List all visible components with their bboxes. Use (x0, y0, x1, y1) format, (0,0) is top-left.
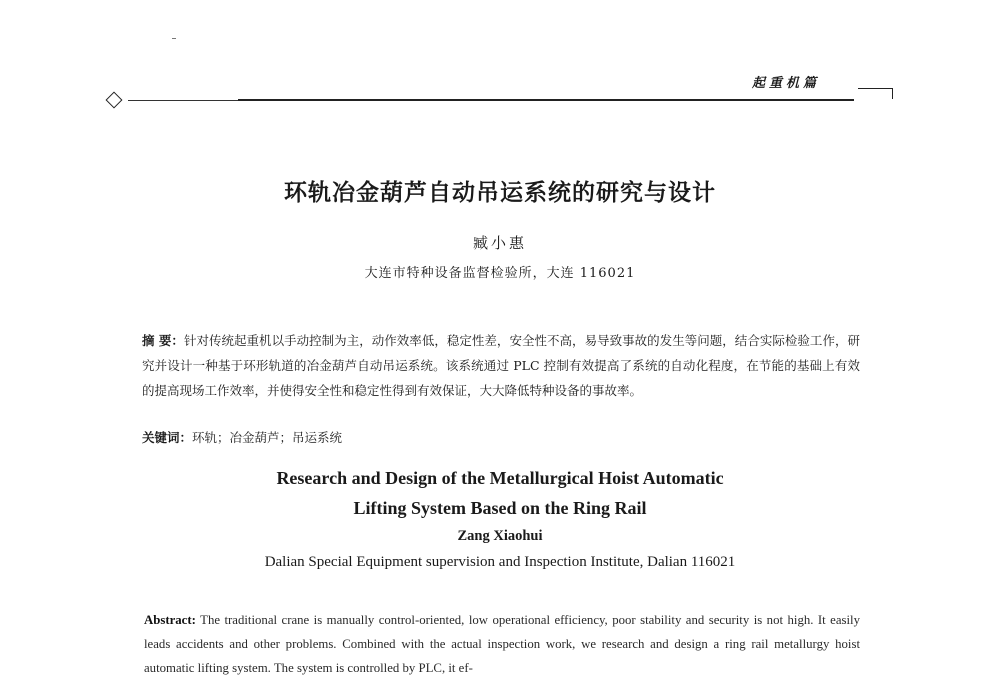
author-en: Zang Xiaohui (457, 528, 543, 544)
keywords-zh-text: 环轨；冶金葫芦；吊运系统 (192, 430, 343, 445)
keywords-zh-label: 关键词： (142, 430, 193, 445)
abstract-en (144, 608, 860, 680)
header-rule-thick (238, 99, 854, 101)
abstract-zh-text: 针对传统起重机以手动控制为主，动作效率低，稳定性差，安全性不高，易导致事故的发生等问题，结合实际检验工作，研究并设计一种基于环形轨道的冶金葫芦自动吊运系统。该系统通过 PLC 控制有效提高了系统的自动化程度，在节能的基础上有效的提高现场工作效率，并使得安全性和稳定性得到有效保证，大大降低特种设备的事故率。 (142, 333, 860, 398)
paper-title-en-line1: Research and Design of the Metallurgical Hoist Automatic (276, 468, 724, 488)
affiliation-en: Dalian Special Equipment supervision and Inspection Institute, Dalian 116021 (264, 554, 736, 570)
header-rule-thin (128, 100, 238, 101)
scan-speck (172, 38, 176, 39)
paper-title-en-line2: Lifting System Based on the Ring Rail (353, 498, 647, 518)
corner-bracket-icon (858, 88, 893, 99)
section-label: 起重机篇 (752, 76, 821, 91)
author-zh: 臧小惠 (472, 234, 527, 252)
abstract-en-label: Abstract: (144, 613, 196, 627)
paper-title-zh: 环轨冶金葫芦自动吊运系统的研究与设计 (284, 179, 716, 206)
abstract-zh-label: 摘 要： (142, 333, 184, 348)
abstract-zh (142, 328, 860, 403)
abstract-en-text: The traditional crane is manually control-oriented, low operational efficiency, poor stability and security is not high. It easily leads accidents and other problems. Combined with the actual inspection work, we research and design a ring rail metallurgy hoist automatic lifting system. The system is controlled by PLC, it ef- (144, 613, 861, 675)
affiliation-zh: 大连市特种设备监督检验所，大连 116021 (364, 266, 636, 281)
diamond-icon (106, 92, 123, 109)
keywords-zh (142, 428, 860, 448)
